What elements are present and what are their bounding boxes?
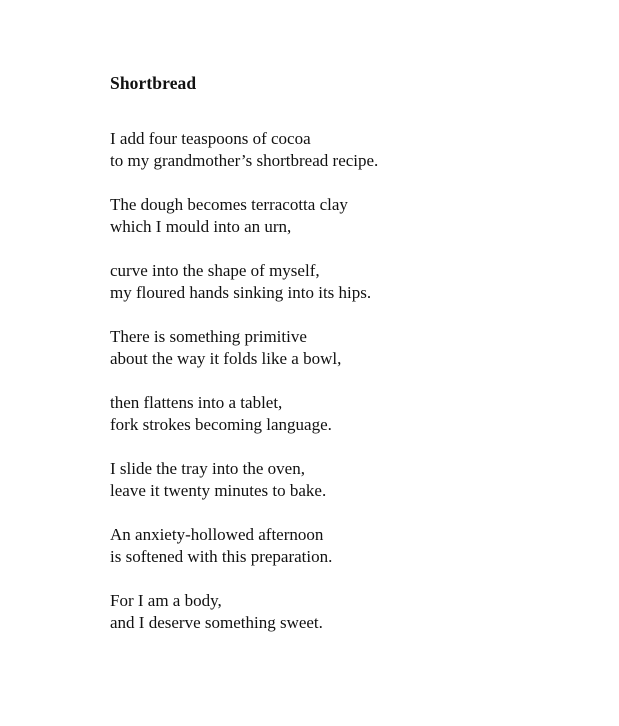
- stanza-3: [110, 260, 590, 304]
- poem-line: fork strokes becoming language.: [110, 415, 332, 434]
- stanza-8: [110, 590, 590, 634]
- poem-line: The dough becomes terracotta clay: [110, 195, 348, 214]
- poem-line: curve into the shape of myself,: [110, 261, 320, 280]
- poem-line: There is something primitive: [110, 327, 307, 346]
- poem-line: to my grandmother’s shortbread recipe.: [110, 151, 379, 170]
- poem-line: then flattens into a tablet,: [110, 393, 283, 412]
- stanza-5: [110, 392, 590, 436]
- stanza-6: [110, 458, 590, 502]
- poem-line: and I deserve something sweet.: [110, 613, 323, 632]
- poem-line: which I mould into an urn,: [110, 217, 292, 236]
- poem-line: leave it twenty minutes to bake.: [110, 481, 327, 500]
- stanza-7: [110, 524, 590, 568]
- stanza-1: [110, 128, 590, 172]
- poem-line: about the way it folds like a bowl,: [110, 349, 342, 368]
- poem-line: I add four teaspoons of cocoa: [110, 129, 311, 148]
- stanza-4: [110, 326, 590, 370]
- poem-line: is softened with this preparation.: [110, 547, 333, 566]
- poem-page: [110, 71, 590, 656]
- poem-line: my floured hands sinking into its hips.: [110, 283, 372, 302]
- poem-line: For I am a body,: [110, 591, 222, 610]
- poem-line: An anxiety-hollowed afternoon: [110, 525, 324, 544]
- poem-title: Shortbread: [110, 73, 197, 93]
- poem-line: I slide the tray into the oven,: [110, 459, 305, 478]
- stanza-2: [110, 194, 590, 238]
